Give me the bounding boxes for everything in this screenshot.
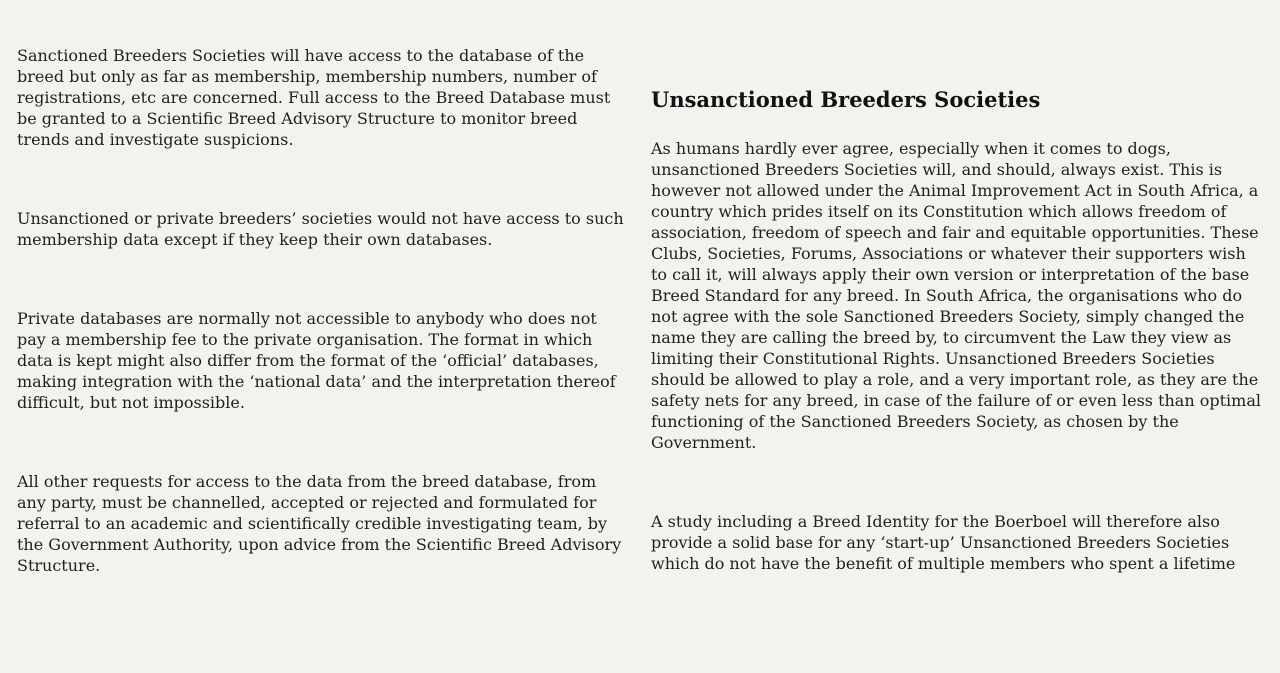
right-text-column [651, 86, 1263, 574]
paragraph-humans-hardly-agree: As humans hardly ever agree, especially when it comes to dogs, unsanctioned Breeders Societies will, and should, always exist. This is however not allowed under the Animal Improvement Act in South Africa, a country which prides itself on its Constitution which allows freedom of association, freedom of speech and fair and equitable opportunities. These Clubs, Societies, Forums, Associations or whatever their supporters wish to call it, will always apply their own version or interpretation of the base Breed Standard for any breed. In South Africa, the organisations who do not agree with the sole Sanctioned Breeders Society, simply changed the name they are calling the breed by, to circumvent the Law they view as limiting their Constitutional Rights. Unsanctioned Breeders Societies should be allowed to play a role, and a very important role, as they are the safety nets for any breed, in case of the failure of or even less than optimal functioning of the Sanctioned Breeders Society, as chosen by the Government. [651, 139, 1261, 452]
paragraph-private-databases: Private databases are normally not accessible to anybody who does not pay a membership fee to the private organisation. The format in which data is kept might also differ from the format of the ‘official’ databases, making integration with the ‘national data’ and the interpretation thereof difficult, but not impossible. [17, 309, 616, 412]
left-text-column [17, 45, 629, 576]
section-heading-unsanctioned-breeders-societies: Unsanctioned Breeders Societies [651, 87, 1041, 112]
paragraph-sanctioned-database-access: Sanctioned Breeders Societies will have access to the database of the breed but only as far as membership, membership numbers, number of registrations, etc are concerned. Full access to the Breed Database must be granted to a Scientific Breed Advisory Structure to monitor breed trends and investigate suspicions. [17, 46, 611, 149]
paragraph-breed-identity-study: A study including a Breed Identity for the Boerboel will therefore also provide a solid base for any ‘start-up’ Unsanctioned Breeders Societies which do not have the benefit of multiple members who spent a lifetime [651, 512, 1236, 573]
paragraph-other-requests: All other requests for access to the data from the breed database, from any party, must be channelled, accepted or rejected and formulated for referral to an academic and scientifically credible investigating team, by the Government Authority, upon advice from the Scientific Breed Advisory Structure. [17, 472, 622, 575]
paragraph-unsanctioned-no-access: Unsanctioned or private breeders’ societies would not have access to such membership data except if they keep their own databases. [17, 209, 624, 249]
